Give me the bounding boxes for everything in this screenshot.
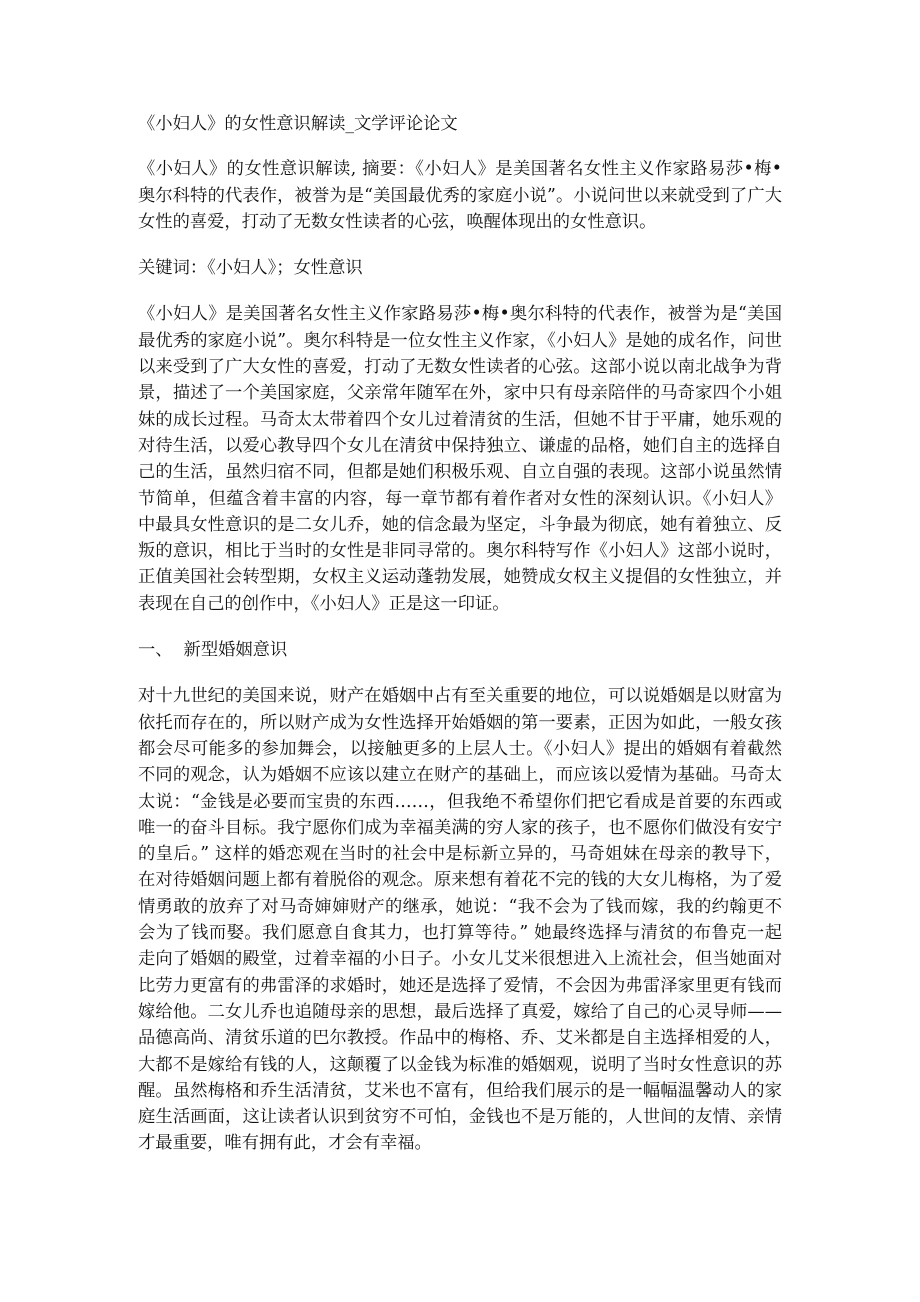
document-title: 《小妇人》的女性意识解读_文学评论论文 bbox=[138, 114, 458, 134]
abstract-paragraph: 《小妇人》的女性意识解读, 摘要：《小妇人》是美国著名女性主义作家路易莎•梅•奥尔科特的代表作，被誉为是“美国最优秀的家庭小说”。小说问世以来就受到了广大女性的喜爱，打动了无数女性读者的心弦，唤醒体现出的女性意识。 bbox=[138, 159, 782, 232]
section-body-marriage: 对十九世纪的美国来说，财产在婚姻中占有至关重要的地位，可以说婚姻是以财富为依托而存在的，所以财产成为女性选择开始婚姻的第一要素，正因为如此，一般女孩都会尽可能多的参加舞会，以接触更多的上层人士。《小妇人》提出的婚姻有着截然不同的观念，认为婚姻不应该以建立在财产的基础上，而应该以爱情为基础。马奇太太说：“金钱是必要而宝贵的东西……，但我绝不希望你们把它看成是首要的东西或唯一的奋斗目标。我宁愿你们成为幸福美满的穷人家的孩子，也不愿你们做没有安宁的皇后。” 这样的婚恋观在当时的社会中是标新立异的，马奇姐妹在母亲的教导下，在对待婚姻问题上都有着脱俗的观念。原来想有着花不完的钱的大女儿梅格，为了爱情勇敢的放弃了对马奇婶婶财产的继承，她说：“我不会为了钱而嫁，我的约翰更不会为了钱而娶。我们愿意自食其力，也打算等待。” 她最终选择与清贫的布鲁克一起走向了婚姻的殿堂，过着幸福的小日子。小女儿艾米很想进入上流社会，但当她面对比劳力更富有的弗雷泽的求婚时，她还是选择了爱情，不会因为弗雷泽家里更有钱而嫁给他。二女儿乔也追随母亲的思想，最后选择了真爱，嫁给了自己的心灵导师——品德高尚、清贫乐道的巴尔教授。作品中的梅格、乔、艾米都是自主选择相爱的人，大都不是嫁给有钱的人，这颠覆了以金钱为标准的婚姻观，说明了当时女性意识的苏醒。虽然梅格和乔生活清贫，艾米也不富有，但给我们展示的是一幅幅温馨动人的家庭生活画面，这让读者认识到贫穷不可怕，金钱也不是万能的，人世间的友情、亲情才最重要，唯有拥有此，才会有幸福。 bbox=[138, 686, 782, 1154]
section-heading-marriage: 一、 新型婚姻意识 bbox=[138, 640, 288, 661]
document-body bbox=[138, 111, 782, 1177]
intro-paragraph: 《小妇人》是美国著名女性主义作家路易莎•梅•奥尔科特的代表作，被誉为是“美国最优秀的家庭小说”。奥尔科特是一位女性主义作家，《小妇人》是她的成名作，问世以来受到了广大女性的喜爱，打动了无数女性读者的心弦。这部小说以南北战争为背景，描述了一个美国家庭，父亲常年随军在外，家中只有母亲陪伴的马奇家四个小姐妹的成长过程。马奇太太带着四个女儿过着清贫的生活，但她不甘于平庸，她乐观的对待生活，以爱心教导四个女儿在清贫中保持独立、谦虚的品格，她们自主的选择自己的生活，虽然归宿不同，但都是她们积极乐观、自立自强的表现。这部小说虽然情节简单，但蕴含着丰富的内容，每一章节都有着作者对女性的深刻认识。《小妇人》中最具女性意识的是二女儿乔，她的信念最为坚定，斗争最为彻底，她有着独立、反叛的意识，相比于当时的女性是非同寻常的。奥尔科特写作《小妇人》这部小说时，正值美国社会转型期，女权主义运动蓬勃发展，她赞成女权主义提倡的女性独立，并表现在自己的创作中，《小妇人》正是这一印证。 bbox=[138, 304, 782, 614]
keywords-line: 关键词：《小妇人》；女性意识 bbox=[138, 258, 363, 279]
